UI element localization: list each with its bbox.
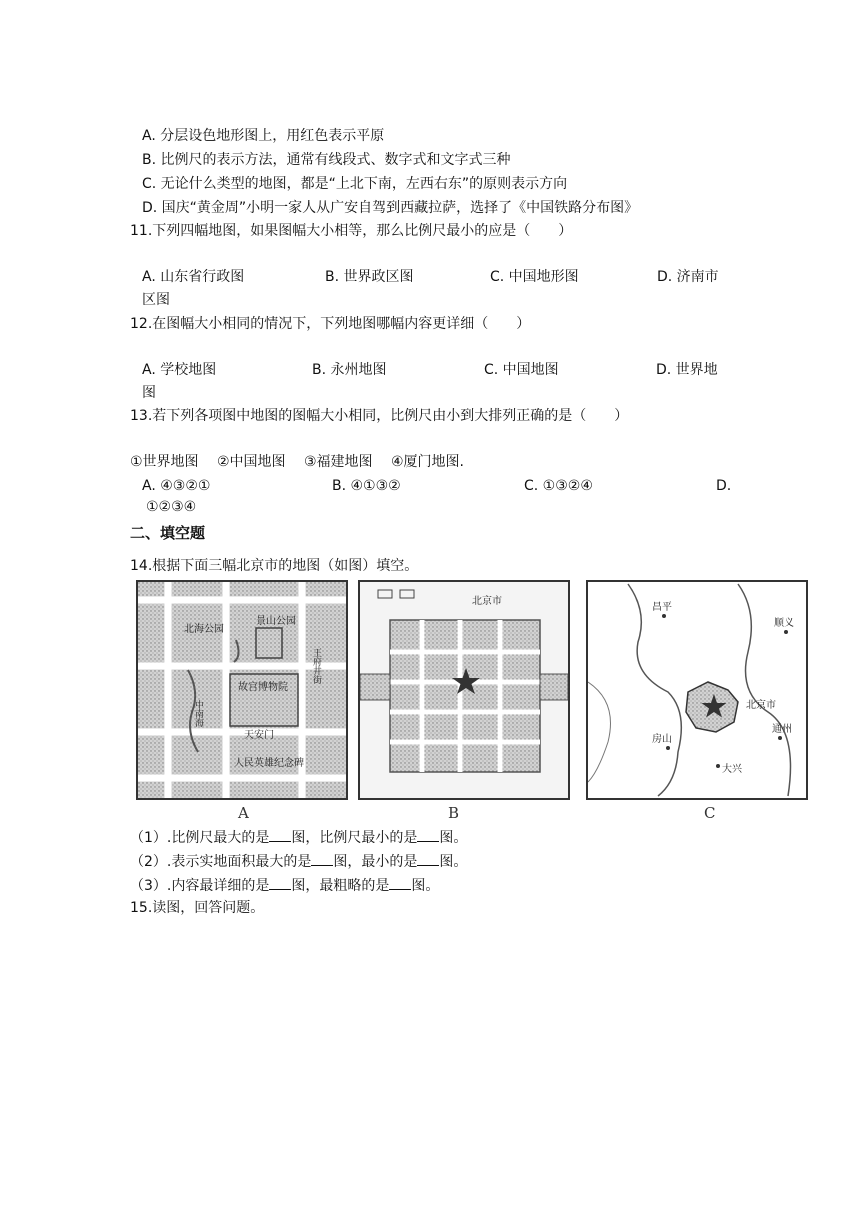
answer-blank[interactable]	[389, 875, 411, 890]
q12-option-a: A. 学校地图	[142, 362, 217, 378]
map-a	[136, 580, 348, 800]
q14-sub3-part1: （3）.内容最详细的是	[130, 878, 270, 894]
q14-sub3	[130, 875, 439, 896]
label-palace-museum: 故宫博物院	[238, 682, 288, 693]
label-jingshan-park: 景山公园	[256, 616, 296, 627]
q12-option-d-wrap: 图	[142, 385, 156, 401]
q13-option-b: B. ④①③②	[332, 478, 401, 494]
map-b-drawing	[360, 582, 568, 798]
q14-sub2-part3: 图。	[439, 854, 468, 870]
map-c-drawing	[588, 582, 806, 798]
q14-sub2-part1: （2）.表示实地面积最大的是	[130, 854, 312, 870]
q13-option-a: A. ④③②①	[142, 478, 211, 494]
q14-stem: 14.根据下面三幅北京市的地图（如图）填空。	[130, 558, 419, 574]
label-tongzhou: 通州	[772, 724, 792, 735]
q10-option-b: B. 比例尺的表示方法，通常有线段式、数字式和文字式三种	[142, 152, 511, 168]
q11-stem: 11.下列四幅地图，如果图幅大小相等，那么比例尺最小的应是（ ）	[130, 223, 573, 239]
q14-sub1-part2: 图，比例尺最小的是	[291, 830, 418, 846]
q14-sub1	[130, 827, 467, 848]
label-tiananmen: 天安门	[244, 730, 274, 741]
map-c	[586, 580, 808, 800]
map-a-label: A	[238, 804, 249, 822]
label-changping: 昌平	[652, 602, 672, 613]
q12-option-c: C. 中国地图	[484, 362, 559, 378]
q14-sub1-part1: （1）.比例尺最大的是	[130, 830, 270, 846]
answer-blank[interactable]	[269, 875, 291, 890]
q14-sub3-part2: 图，最粗略的是	[291, 878, 390, 894]
map-b	[358, 580, 570, 800]
q10-option-c: C. 无论什么类型的地图，都是“上北下南，左西右东”的原则表示方向	[142, 176, 568, 192]
answer-blank[interactable]	[417, 827, 439, 842]
q11-option-a: A. 山东省行政图	[142, 269, 245, 285]
q14-sub1-part3: 图。	[439, 830, 468, 846]
map-c-label: C	[704, 804, 716, 822]
answer-blank[interactable]	[417, 851, 439, 866]
beijing-maps-figure	[130, 580, 810, 822]
label-wangfujing: 王府井街	[311, 648, 321, 684]
label-beihai-park: 北海公园	[184, 624, 224, 635]
q10-option-d: D. 国庆“黄金周”小明一家人从广安自驾到西藏拉萨，选择了《中国铁路分布图》	[142, 200, 639, 216]
q15-stem: 15.读图，回答问题。	[130, 900, 265, 916]
q12-option-d: D. 世界地	[656, 362, 718, 378]
label-fangshan: 房山	[652, 734, 672, 745]
q13-items: ①世界地图 ②中国地图 ③福建地图 ④厦门地图.	[130, 454, 465, 470]
label-zhongnanhai: 中南海	[193, 700, 203, 727]
map-a-drawing	[138, 582, 346, 798]
q11-option-d-wrap: 区图	[142, 292, 170, 308]
q13-option-c: C. ①③②④	[524, 478, 593, 494]
q12-stem: 12.在图幅大小相同的情况下，下列地图哪幅内容更详细（ ）	[130, 316, 531, 332]
map-b-label: B	[448, 804, 460, 822]
q14-sub2	[130, 851, 467, 872]
answer-blank[interactable]	[269, 827, 291, 842]
q11-option-c: C. 中国地形图	[490, 269, 579, 285]
q13-option-d: D.	[716, 478, 732, 494]
label-daxing: 大兴	[722, 764, 742, 775]
answer-blank[interactable]	[311, 851, 333, 866]
q12-option-b: B. 永州地图	[312, 362, 387, 378]
label-monument: 人民英雄纪念碑	[234, 758, 304, 769]
q10-option-a: A. 分层设色地形图上，用红色表示平原	[142, 128, 385, 144]
label-beijing-city-b: 北京市	[472, 596, 502, 607]
q13-stem: 13.若下列各项图中地图的图幅大小相同，比例尺由小到大排列正确的是（ ）	[130, 408, 629, 424]
q11-option-d: D. 济南市	[657, 269, 719, 285]
q13-option-d-wrap: ①②③④	[146, 499, 197, 515]
label-beijing-city-c: 北京市	[746, 700, 776, 711]
q11-option-b: B. 世界政区图	[325, 269, 414, 285]
q14-sub3-part3: 图。	[411, 878, 440, 894]
q14-sub2-part2: 图，最小的是	[333, 854, 418, 870]
section-title: 二、填空题	[130, 524, 206, 542]
label-shunyi: 顺义	[774, 618, 794, 629]
